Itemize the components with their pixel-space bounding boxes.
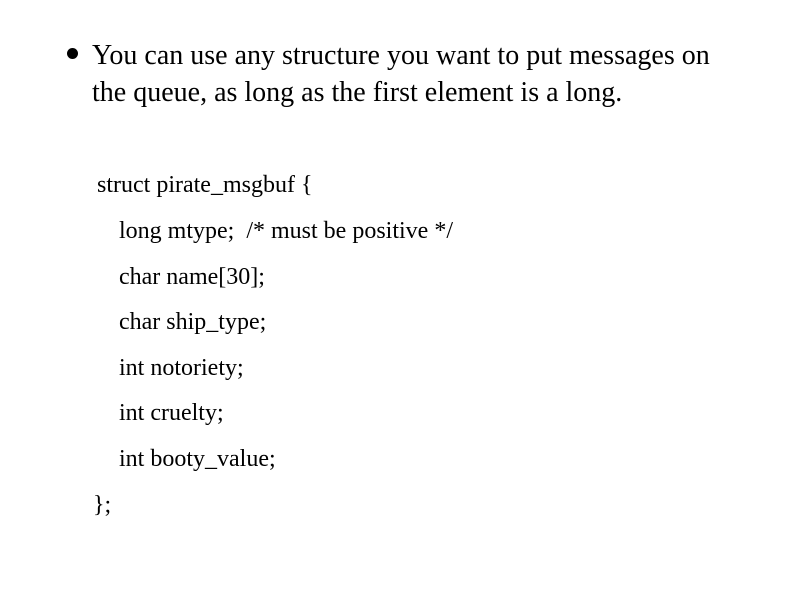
code-line-mtype: long mtype; /* must be positive */ [119,218,453,244]
bullet-text: You can use any structure you want to put messages on the queue, as long as the first element is a long. [92,40,710,108]
code-line-ship-type: char ship_type; [119,309,267,335]
code-line-booty-value: int booty_value; [119,446,276,472]
code-line-struct-open: struct pirate_msgbuf { [97,172,313,198]
code-line-notoriety: int notoriety; [119,355,244,381]
code-line-name: char name[30]; [119,264,265,290]
code-line-struct-close: }; [93,492,112,518]
bullet-dot-icon [67,48,78,59]
code-line-cruelty: int cruelty; [119,400,224,426]
